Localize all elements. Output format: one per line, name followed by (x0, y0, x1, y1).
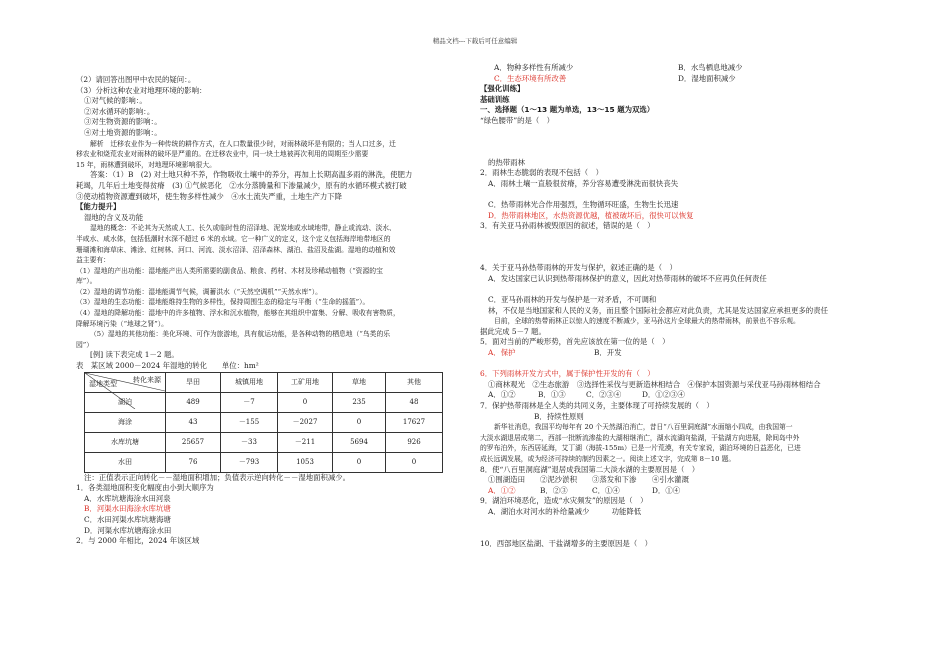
q8-option-b[interactable]: B．②③ (540, 485, 568, 495)
table-unit: 单位：hm² (221, 361, 259, 371)
answer-line: 答案：（1）B (2) 对土地只种不养，作物吸收土壤中的养分，再加上长期高温多雨的淋洗，使肥力 (90, 170, 413, 180)
column-header: 城镇用地 (221, 372, 278, 392)
table-cell: －2027 (278, 412, 333, 432)
column-header: 草地 (333, 372, 386, 392)
q3-item: ④对土地资源的影响：。 (84, 127, 162, 137)
table-caption: 表 某区域 2000－2024 年湿地的转化 单位：hm² (76, 361, 259, 371)
q9-option[interactable]: A．湖泊水对河水的补给量减少 功能降低 (488, 506, 642, 516)
passage-line: 据此完成 5－7 题。 (480, 326, 546, 336)
question-6: 6．下列雨林开发方式中，属于保护性开发的有（ ） (480, 369, 655, 379)
q8-option-a[interactable]: A．①② (488, 485, 516, 495)
function-line: （3）湿地的生态功能：湿地能维持生物的多样性，保持周围生态的稳定与平衡（“生命的摇篮”）。 (76, 298, 370, 307)
options-row (480, 475, 880, 486)
table-row (85, 412, 443, 432)
q3-item: ①对气候的影响：。 (84, 96, 147, 106)
option-c[interactable]: C．生态环境有所改善 (494, 73, 567, 83)
q1-option[interactable]: 的热带雨林 (488, 157, 525, 167)
passage2-line: 成长远调发展，或为经济可持续的制约因素之一。阅读上述文字，完成第 8－10 题。 (480, 455, 736, 463)
analysis-line: 移农业和烧荒农业对雨林的破坏是严重的。在迁移农业中，同一块土地被再次利用的周期至少需要 (76, 150, 369, 159)
q1-option-b[interactable]: B．河渠水田海涂水库坑塘 (84, 504, 171, 514)
row-label: 水库坑塘 (85, 432, 166, 452)
question-3-prompt: （3）分析这种农业对地理环境的影响： (76, 85, 207, 95)
option-b[interactable]: B．水鸟栖息地减少 (678, 63, 743, 72)
q8-option-c[interactable]: C．①④ (592, 485, 620, 495)
table-cell: 489 (166, 392, 221, 412)
table-cell: 5694 (333, 432, 386, 452)
q8-item: ①围湖造田 (488, 475, 525, 485)
table-cell: 25657 (166, 432, 221, 452)
table-cell: 17627 (386, 412, 443, 432)
table-cell: 43 (166, 412, 221, 432)
q6-items: ①商林观光 ②生态旅游 ③选择性采伐与更新造林相结合 ④保护本国资源与采伐亚马孙雨林相结合 (488, 379, 821, 389)
option-a[interactable]: A．物种多样性有所减少 (494, 63, 574, 72)
basic-training-label: 基础训练 (480, 94, 510, 104)
table-cell: 0 (386, 452, 443, 472)
question-2: 2．雨林生态脆弱的表现不包括（ ） (480, 168, 603, 178)
function-line: 库”）。 (76, 277, 97, 286)
function-line: （1）湿地的产出功能：湿地能产出人类所需要的副食品、粮食、药材、木材及珍稀动植物（“资源的宝 (76, 266, 383, 275)
passage2-line: 大淡水湖退居成第二，西部一批断流渗盐的大湖相继消亡，湖水流湖向盐湖，干盐湖方向进展，除间岛中外 (480, 433, 800, 442)
q3-item: ②对水循环的影响：。 (84, 106, 155, 116)
q8-item: ④引水灌溉 (652, 475, 689, 485)
column-header: 其他 (386, 372, 443, 392)
table-cell: －33 (221, 432, 278, 452)
right-column (480, 63, 880, 549)
topic-title: 湿地的含义及功能 (84, 212, 144, 222)
table-cell: 48 (386, 392, 443, 412)
function-line: 园”） (76, 340, 94, 349)
q2-option-d[interactable]: D．热带雨林地区，水热资源优越，植被破坏后，很快可以恢复 (488, 210, 694, 220)
column-header: 旱田 (166, 372, 221, 392)
section-title-training: 【强化训练】 (480, 84, 525, 94)
part-1-title: 一、选择题（1～13 题为单选，13～15 题为双选） (480, 105, 655, 115)
table-cell: 0 (333, 412, 386, 432)
option-d[interactable]: D．湿地面积减少 (678, 73, 736, 83)
q2-option-a[interactable]: A．雨林土壤一直般很贫瘠，养分容易遭受淋洗而很快丧失 (488, 178, 679, 188)
q4-option-d[interactable]: 林，不仅是当地国家和人民的义务，而且整个国际社会都应对此负责，尤其是发达国家应承担更多的责任 (488, 305, 828, 315)
table-cell: －793 (221, 452, 278, 472)
answer-line: ③使动植物资源遭到破坏，使生物多样性减少 ④水土流失严重，土地生产力下降 (76, 191, 343, 201)
concept-line: 湿地的概念：不论其为天然或人工、长久或临时性的沼泽地、泥炭地或水域地带，静止或流动、淡水、 (90, 224, 396, 233)
table-row (85, 432, 443, 452)
column-header: 工矿用地 (278, 372, 333, 392)
concept-line: 珊瑚滩和海草床、滩涂、红树林、河口、河流、淡水沼泽、沼泽森林、湖泊、盐沼及盐湖。湿地的动植和效 (76, 245, 396, 254)
question-8: 8．使“八百里洞庭湖”退居成我国第二大淡水湖的主要原因是（ ） (480, 464, 700, 474)
q8-item: ②泥沙淤积 (540, 475, 577, 485)
passage2-line: 的罗布泊外，东西居延海，艾丁湖（海拔-155m）已是一片荒漠，有关专家说，湖泊环境的日益恶化，已进 (480, 444, 801, 453)
example-line: [例] 读下表完成 1－2 题。 (90, 350, 179, 360)
q4-option-a[interactable]: A．发达国家已认识到热带雨林保护的意义，因此对热带雨林的破坏不应再负任何责任 (488, 273, 767, 283)
table-cell: －155 (221, 412, 278, 432)
passage-line: 目前，全球的热带雨林正以惊人的速度不断减少，亚马孙这片全球最大的热带雨林，前景也不容乐观。 (494, 317, 800, 326)
table-cell: 0 (278, 392, 333, 412)
table-cell: －211 (278, 432, 333, 452)
table-cell: 76 (166, 452, 221, 472)
options-row (480, 74, 880, 85)
question-7: 7．保护热带雨林是全人类的共同义务，主要体现了可持续发展的（ ） (480, 401, 714, 411)
passage2-line: 新华社消息，我国平均每年有 20 个天然湖泊消亡，昔日“八百里洞庭湖”水面缩小四成，由我国第一 (494, 423, 793, 432)
table-corner-cell (85, 372, 166, 392)
table-cell: 0 (333, 452, 386, 472)
q8-option-d[interactable]: D．①④ (652, 485, 681, 495)
q1-option-c[interactable]: C．水田河渠水库坑塘海塘 (84, 515, 171, 524)
analysis-line: 解析 迁移农业作为一种传统的耕作方式，在人口数量很少时，对雨林破坏是有限的；当人口过多，迁 (90, 139, 396, 148)
q2-option-c[interactable]: C．热带雨林光合作用强烈，生物循环旺盛，生物生长迅速 (488, 199, 679, 209)
q6-option-b[interactable]: B．①③ (538, 390, 566, 400)
left-column (76, 75, 474, 547)
row-label: 水田 (85, 452, 166, 472)
table-row (85, 452, 443, 472)
q5-option-b[interactable]: B．开发 (594, 348, 622, 358)
question-4: 4．关于亚马孙热带雨林的开发与保护，叙述正确的是（ ） (480, 263, 677, 273)
options-row (480, 348, 880, 359)
function-line: （5）湿地的其他功能：美化环境、可作为旅游地，具有航运功能，是各种动物的栖息地（“鸟类的乐 (90, 330, 391, 339)
question-1: 1．各类湿地面积变化幅度由小到大顺序为 (76, 483, 214, 493)
q8-item: ③蒸发和下渗 (592, 475, 637, 485)
corner-top-label: 转化来源 (133, 375, 161, 384)
q6-option-a[interactable]: A．①② (488, 390, 516, 400)
question-10: 10．西部地区盐湖、干盐湖增多的主要原因是（ ） (480, 538, 653, 548)
question-9: 9．湖泊环境恶化，造成“水灾频发”的原因是（ ） (480, 496, 648, 506)
q1-option-a[interactable]: A．水库坑塘海涂水田河泉 (84, 493, 171, 503)
q3-item: ③对生物资源的影响：。 (84, 117, 162, 127)
q6-option-d[interactable]: D．①②③④ (642, 390, 685, 400)
row-label: 海涂 (85, 412, 166, 432)
table-cell: 235 (333, 392, 386, 412)
q4-option-c[interactable]: C．亚马孙雨林的开发与保护是一对矛盾，不可调和 (488, 295, 657, 305)
q7-option-b[interactable]: B．持续性原则 (534, 411, 584, 421)
concept-line: 半咸水、咸水体，包括低潮时水深不超过 6 米的水域。它一种广义的定义，这个定义包括海岸地带地区的 (76, 234, 391, 243)
function-line: （4）湿地的降解功能：湿地中的许多植物、浮水和沉水植物，能够在其组织中富集、分解、吸收有害物质， (76, 309, 400, 318)
section-title-ability: 【能力提升】 (76, 202, 121, 212)
wetland-table (84, 372, 443, 473)
table-cell: 1053 (278, 452, 333, 472)
options-row (480, 486, 880, 497)
concept-line: 益主要有： (76, 256, 110, 265)
table-cell: －7 (221, 392, 278, 412)
function-line: （2）湿地的调节功能：湿地能调节气候，调蓄洪水（“天然空调机”“天然水库”）。 (76, 287, 322, 296)
options-row (480, 390, 880, 401)
table-header-row (85, 372, 443, 392)
question-1: “绿色腰带”的是（ ） (480, 115, 555, 125)
function-line: 降解环境污染（“地球之肾”）。 (76, 319, 168, 328)
corner-bottom-label: 湿地类型 (89, 380, 117, 389)
page-header: 精品文档---下载后可任意编辑 (432, 37, 518, 45)
question-2-prompt: （2）请回答出图甲中农民的疑问：。 (76, 75, 196, 84)
analysis-line: 15 年，雨林遭到破坏，对地理环境影响很大。 (76, 160, 216, 169)
table-note: 注：正值表示正向转化－－湿地面积增加；负值表示逆向转化－－湿地面积减少。 (84, 472, 351, 482)
answer-line: 耗竭，几年后土地变得贫瘠 (3) ①气候恶化 ②水分蒸腾量和下渗量减少，原有的水循环模式被打破 (76, 180, 407, 190)
row-label: 湖泊 (85, 392, 166, 412)
options-row (480, 63, 880, 74)
q5-option-a[interactable]: A．保护 (488, 348, 516, 358)
question-5: 5．面对当前的严峻形势，首先应该放在第一位的是（ ） (480, 337, 670, 347)
question-2b: 2．与 2000 年相比，2024 年该区域 (76, 536, 200, 546)
table-cell: 926 (386, 432, 443, 452)
q1-option-d[interactable]: D．河渠水库坑塘海涂水田 (84, 525, 172, 535)
question-3: 3．有关亚马孙雨林被毁原因的叙述，错误的是（ ） (480, 221, 655, 231)
q6-option-c[interactable]: C．②③④ (586, 390, 622, 400)
